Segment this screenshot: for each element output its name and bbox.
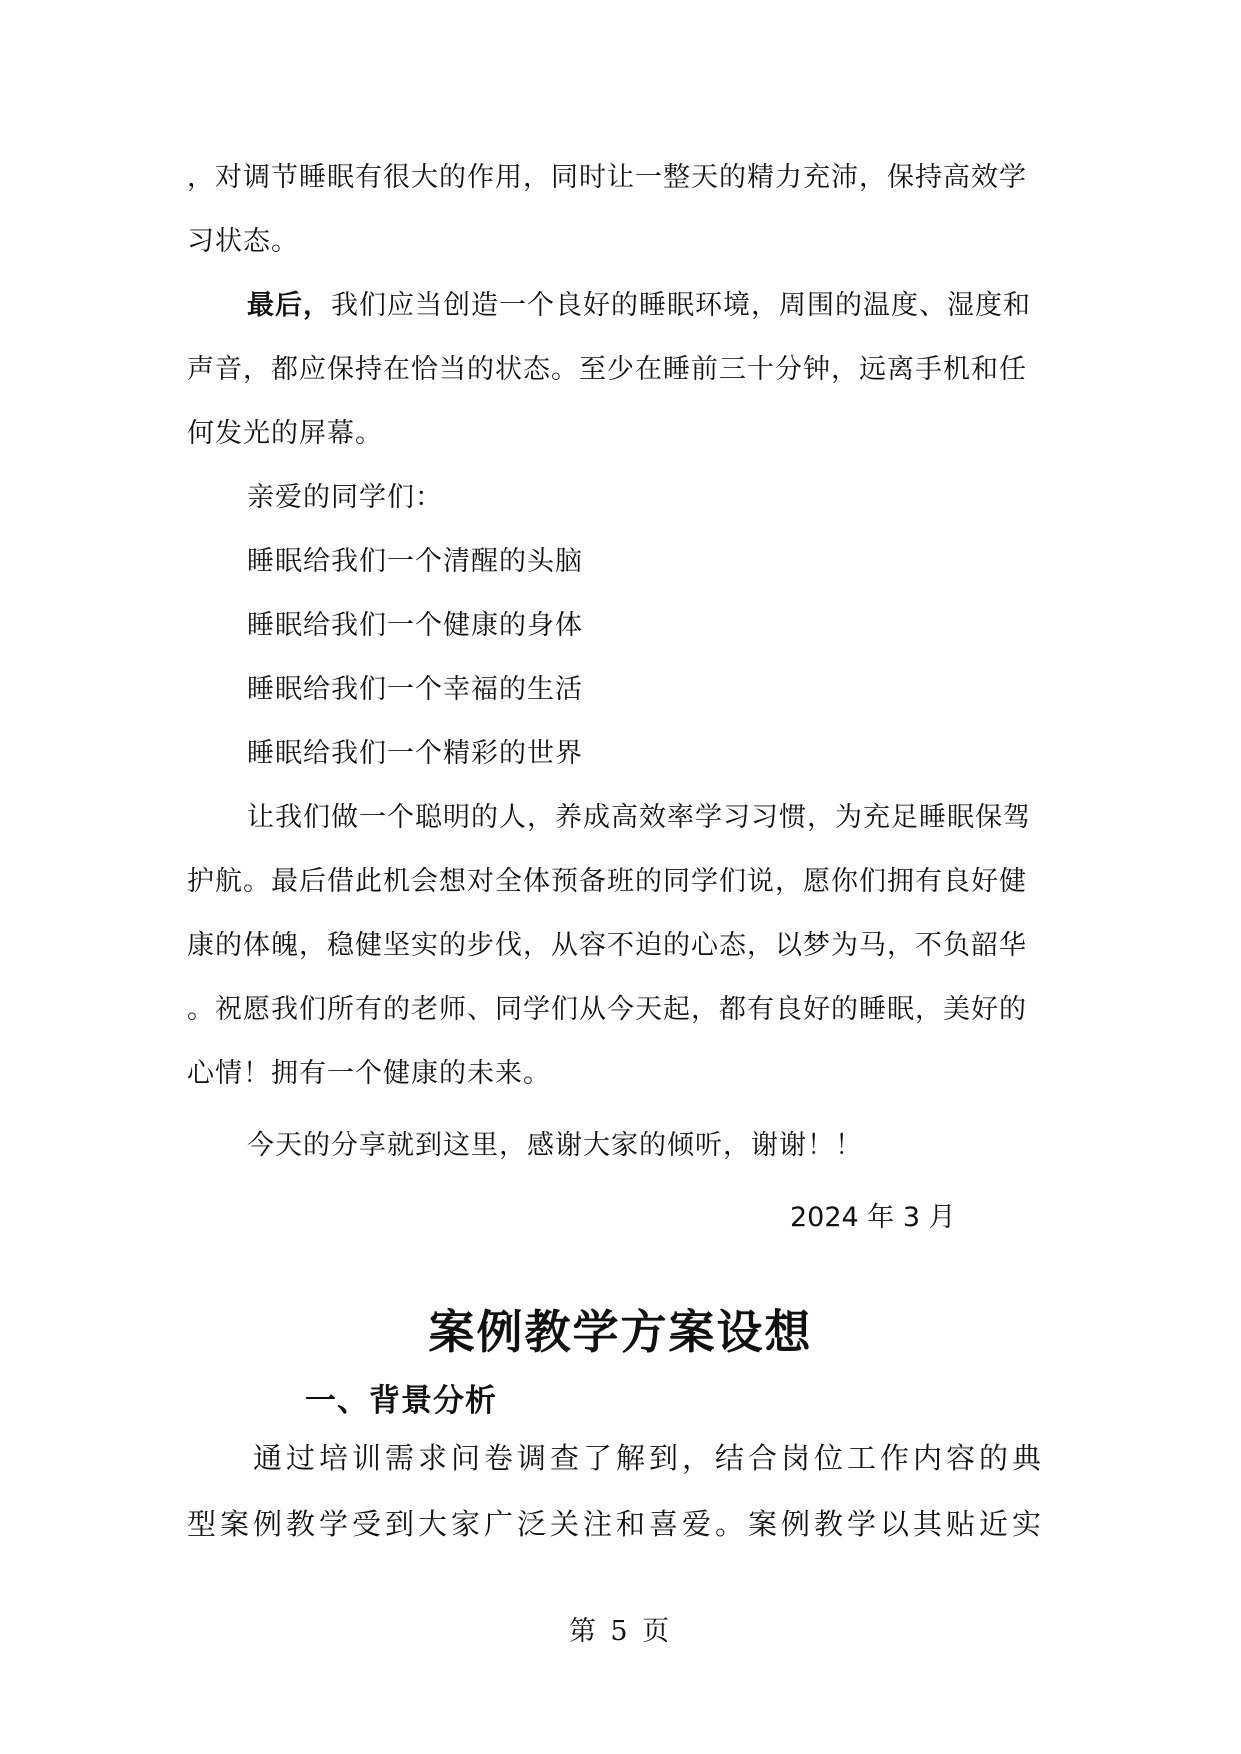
speech-line: 习状态。 — [187, 226, 299, 257]
speech-date: 2024 年 3 月 — [790, 1202, 956, 1233]
page-number: 第 5 页 — [568, 1616, 673, 1647]
emphasis-finally: 最后， — [247, 290, 331, 321]
section-body-line: 型案例教学受到大家广泛关注和喜爱。案例教学以其贴近实 — [187, 1507, 1046, 1541]
speech-line: ，对调节睡眠有很大的作用，同时让一整天的精力充沛，保持高效学 — [187, 162, 1027, 193]
speech-line: 护航。最后借此机会想对全体预备班的同学们说，愿你们拥有良好健 — [187, 866, 1027, 897]
speech-line: 何发光的屏幕。 — [187, 418, 383, 449]
speech-verse-line: 睡眠给我们一个精彩的世界 — [247, 738, 583, 769]
document-title: 案例教学方案设想 — [428, 1305, 813, 1359]
speech-line: 。祝愿我们所有的老师、同学们从今天起，都有良好的睡眠，美好的 — [187, 994, 1027, 1025]
speech-line: 我们应当创造一个良好的睡眠环境，周围的温度、湿度和 — [331, 290, 1031, 321]
speech-verse-line: 睡眠给我们一个健康的身体 — [247, 610, 583, 641]
speech-paragraph-finally — [247, 286, 1117, 326]
speech-closing: 今天的分享就到这里，感谢大家的倾听，谢谢！！ — [247, 1130, 863, 1161]
speech-line: 声音，都应保持在恰当的状态。至少在睡前三十分钟，远离手机和任 — [187, 354, 1027, 385]
speech-line: 让我们做一个聪明的人，养成高效率学习习惯，为充足睡眠保驾 — [247, 802, 1031, 833]
speech-verse-line: 睡眠给我们一个清醒的头脑 — [247, 546, 583, 577]
speech-line: 康的体魄，稳健坚实的步伐，从容不迫的心态，以梦为马，不负韶华 — [187, 930, 1027, 961]
section-body-line: 通过培训需求问卷调查了解到，结合岗位工作内容的典 — [253, 1441, 1046, 1475]
section-heading: 一、背景分析 — [305, 1383, 497, 1419]
speech-salutation: 亲爱的同学们： — [247, 482, 443, 513]
speech-verse-line: 睡眠给我们一个幸福的生活 — [247, 674, 583, 705]
speech-line: 心情！拥有一个健康的未来。 — [187, 1058, 551, 1089]
